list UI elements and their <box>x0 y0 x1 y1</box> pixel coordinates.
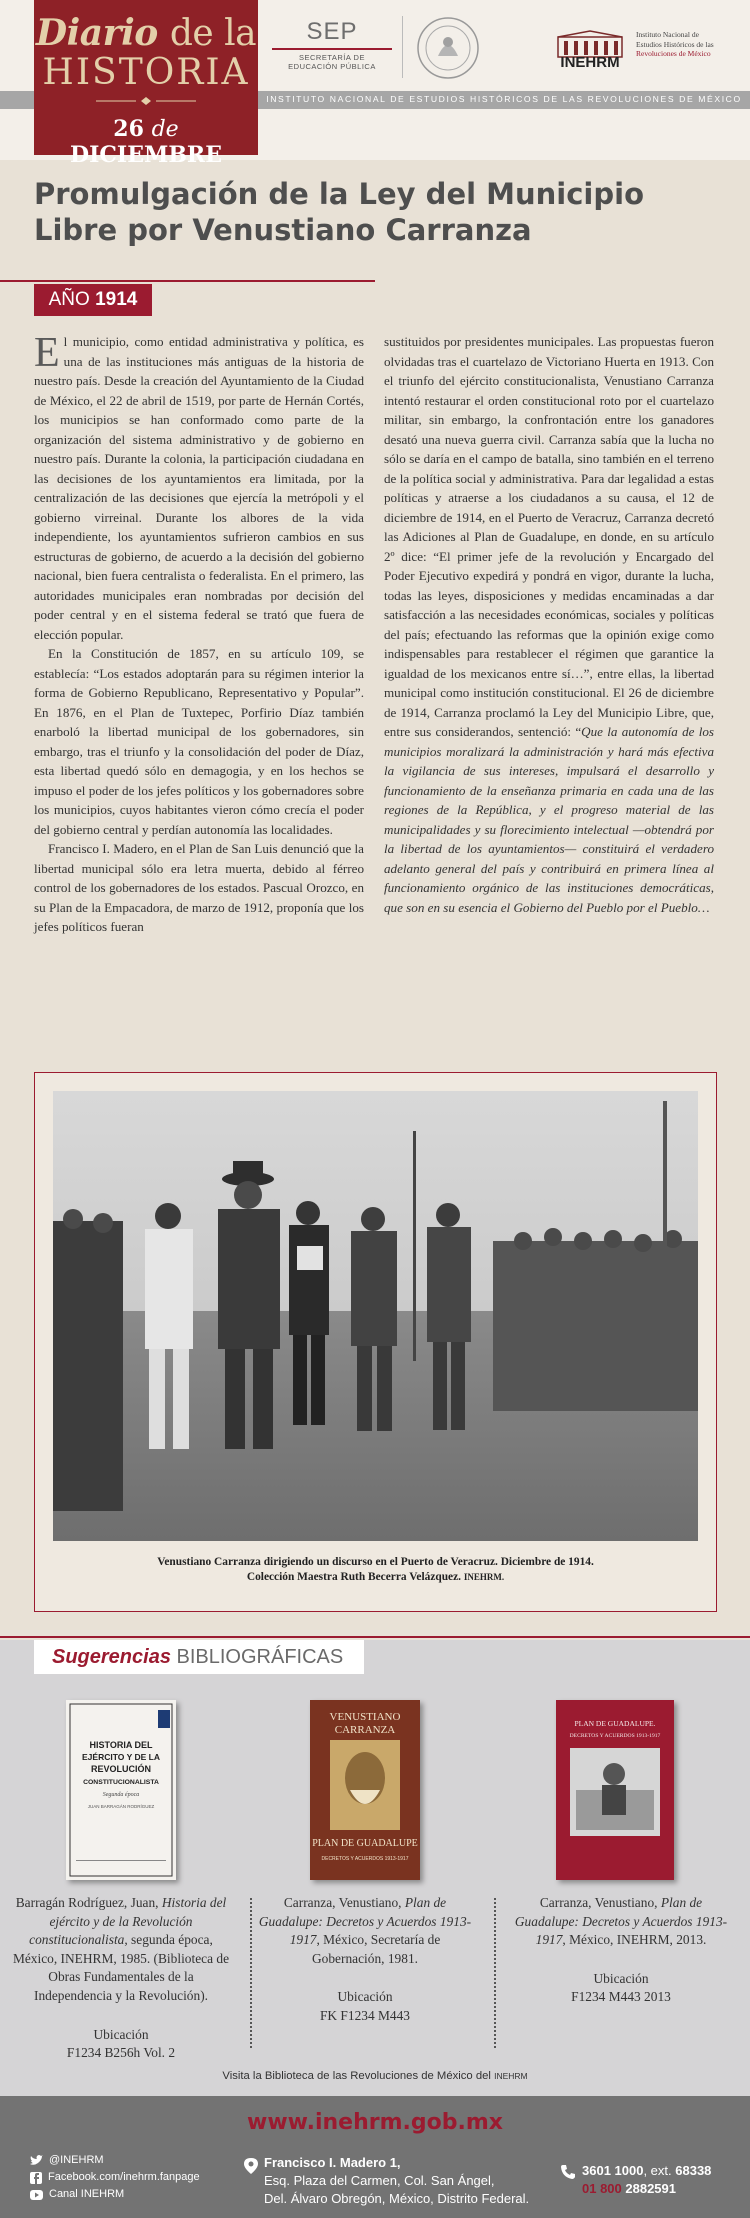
logo-divider <box>402 16 403 78</box>
call-number: FK F1234 M443 <box>319 2007 411 2023</box>
book-reference-3: Carranza, Venustiano, Plan de Guadalupe: Decretos y Acuerdos 1913-1917, México, INEHRM, 2013. Ubicación F1234 M443 2013 <box>514 1895 728 2005</box>
paragraph: Francisco I. Madero, en el Plan de San Luis denunció que la libertad municipal sólo era letra muerta, debido al férreo control de los gobernadores de los estados. Pascual Orozco, en su Plan de la Empacadora, de marzo de 1912, proponía que los jefes políticos fueran <box>34 841 364 934</box>
ornament-icon <box>96 96 196 106</box>
book-reference-1: Barragán Rodríguez, Juan, Historia del ejército y de la Revolución constitucionalista, segunda época, México, INEHRM, 1985. (Biblioteca de Obras Fundamentales de la Independencia y la Revolución). Ubicación F1234 B256h Vol. 2 <box>12 1895 230 2061</box>
book1-cover-sub: Segunda época <box>102 1792 140 1798</box>
logo-de-la: de la <box>169 13 257 54</box>
historic-photo[interactable] <box>53 1091 698 1541</box>
sep-subtitle-2: EDUCACIÓN PÚBLICA <box>288 62 376 71</box>
location-pin-icon <box>244 2158 258 2174</box>
logo-historia-word: HISTORIA <box>42 52 250 93</box>
sep-title: SEP <box>306 18 358 45</box>
photo-frame <box>34 1072 717 1612</box>
drop-cap: E <box>34 330 60 376</box>
book2-cover-sub: PLAN DE GUADALUPE <box>312 1838 418 1849</box>
sep-logo[interactable] <box>272 18 392 76</box>
inehrm-fullname: Instituto Nacional de Estudios Históricos de las Revoluciones de México <box>636 30 714 58</box>
facebook-icon <box>30 2172 42 2184</box>
social-facebook-link[interactable]: Facebook.com/inehrm.fanpage <box>30 2169 240 2186</box>
article-title: Promulgación de la Ley del Municipio Libre por Venustiano Carranza <box>34 177 644 247</box>
social-twitter-link[interactable]: @INEHRM <box>30 2152 240 2169</box>
institute-band-text: INSTITUTO NACIONAL DE ESTUDIOS HISTÓRICOS DE LAS REVOLUCIONES DE MÉXICO <box>266 94 742 104</box>
inehrm-acronym: INEHRM <box>560 54 620 71</box>
book-cover-art <box>310 1700 420 1880</box>
postal-address: Francisco I. Madero 1, Esq. Plaza del Carmen, Col. San Ángel, Del. Álvaro Obregón, México, Distrito Federal. <box>244 2154 544 2208</box>
phone-main[interactable]: 3601 1000, ext. 68338 <box>582 2163 712 2178</box>
logo-date: 26 de DICIEMBRE <box>70 116 222 168</box>
year-badge: AÑO 1914 <box>34 284 152 316</box>
sep-divider <box>272 48 392 50</box>
sep-subtitle-1: SECRETARÍA DE <box>299 53 365 62</box>
book-cover-3[interactable] <box>556 1700 674 1880</box>
call-number: F1234 B256h Vol. 2 <box>66 2045 176 2061</box>
book1-cover-line2: EJÉRCITO Y DE LA <box>82 1752 160 1762</box>
library-visit-note: Visita la Biblioteca de las Revoluciones de México del INEHRM <box>222 2070 528 2082</box>
page-header <box>0 0 750 168</box>
book1-cover-line3: REVOLUCIÓN <box>90 1764 152 1774</box>
book3-cover-line2: DECRETOS Y ACUERDOS 1913-1917 <box>569 1733 661 1739</box>
website-link[interactable]: www.inehrm.gob.mx <box>247 2110 503 2135</box>
book-reference-2: Carranza, Venustiano, Plan de Guadalupe: Decretos y Acuerdos 1913-1917, México, Secretaría de Gobernación, 1981. Ubicación FK F1234 M443 <box>258 1895 472 2023</box>
inehrm-logo[interactable] <box>550 24 740 71</box>
header-band-left <box>0 91 34 109</box>
book1-cover-author: JUAN BARRAGÁN RODRÍGUEZ <box>87 1804 155 1809</box>
book2-cover-line2: CARRANZA <box>334 1724 396 1736</box>
book1-cover-line4: CONSTITUCIONALISTA <box>83 1779 159 1786</box>
youtube-icon <box>30 2189 43 2201</box>
social-youtube-link[interactable]: Canal INEHRM <box>30 2186 240 2203</box>
diario-historia-logo[interactable] <box>34 0 258 168</box>
page-footer <box>0 2096 750 2218</box>
book3-cover-line1: PLAN DE GUADALUPE. <box>574 1719 656 1728</box>
phone-numbers <box>560 2162 740 2198</box>
book-cover-2[interactable] <box>310 1700 420 1880</box>
book1-cover-line1: HISTORIA DEL <box>89 1740 153 1750</box>
suggestions-title: Sugerencias BIBLIOGRÁFICAS <box>34 1640 364 1674</box>
call-number: F1234 M443 2013 <box>571 1989 671 2005</box>
national-seal-icon <box>416 16 480 80</box>
book-cover-1[interactable] <box>66 1700 176 1880</box>
column-divider <box>494 1898 496 2048</box>
paragraph: sustituidos por presidentes municipales. Las propuestas fueron olvidadas tras el cuartelazo de Victoriano Huerta en 1913. Con el triunfo del ejército constitucionalista, Venustiano Carranza intentó restaurar el orden constitucional roto por el cuartelazo militar, sin embargo, la confrontación entre los ganadores desató una nueva guerra civil. Carranza sabía que la lucha no sólo se daría en el campo de batalla, sino también en el terreno de la política social y administrativa. Para dar legalidad a estas políticas y atraerse a los ciudadanos a su causa, el 12 de diciembre de 1914, en el Puerto de Veracruz, Carranza decretó las Adiciones al Plan de Guadalupe, en donde, en su artículo 2º dice: “El primer jefe de la revolución y Encargado del Poder Ejecutivo expedirá y pondrá en vigor, durante la lucha, todas las leyes, disposiciones y medidas encaminadas a dar satisfacción a las necesidades económicas, sociales y políticas del país; efectuando las reformas que la opinión exige como indispensables para restablecer el régimen que garantice la igualdad de los mexicanos entre sí…”, entre ellas, la libertad municipal como institución constitucional. El 26 de diciembre de 1914, Carranza proclamó la Ley del Municipio Libre, que, entre sus considerandos, sentenció: “Que la autonomía de los municipios moralizará la administración y hará más efectiva la vigilancia de sus intereses, impulsará el desarrollo y funcionamiento de la enseñanza primaria en cada una de las regiones de la República, y el progreso material de las municipalidades y su florecimiento intelectual —obtendrá por la libertad de los ayuntamientos— constituirá el verdadero adelanto general del país y contribuirá en primera línea al funcionamiento orgánico de las instituciones democráticas, que son en su esencia el Gobierno del Pueblo por el Pueblo… <box>384 334 715 915</box>
suggestions-rule <box>0 1636 750 1638</box>
photo-caption: Venustiano Carranza dirigiendo un discurso en el Puerto de Veracruz. Diciembre de 1914. Colección Maestra Ruth Becerra Velázquez. INEHRM. <box>157 1556 594 1583</box>
phone-icon <box>560 2164 576 2180</box>
book-cover-art <box>66 1700 176 1880</box>
book-cover-art <box>556 1700 674 1880</box>
paragraph: En la Constitución de 1857, en su artículo 109, se establecía: “Los estados adoptarán para su régimen interior la forma de Gobierno Republicano, Representativo y Popular”. En 1876, en el Plan de Tuxtepec, Porfirio Díaz también enarboló la libertad municipal de los gobernadores, sin embargo, tras el triunfo y la consolidación del poder de Díaz, esta libertad quedó sólo en demagogia, y en los hechos se impuso el poder de los jefes políticos y los gobernadores sobre los municipios, cuyos habitantes vieron cómo crecía el poder del gobierno central y perdían autonomía las localidades. <box>34 646 364 837</box>
article-column-right <box>384 332 714 917</box>
phone-toll-free[interactable]: 01 800 2882591 <box>582 2181 677 2196</box>
law-quote: Que la autonomía de los municipios moralizará la administración y hará más efectiva la vigilancia de sus intereses, impulsará el desarrollo y funcionamiento de la enseñanza primaria en cada una de las regiones de la República, y el progreso material de las municipalidades y su florecimiento intelectual —obtendrá por la libertad de los ayuntamientos— constituirá el verdadero adelanto general del país y contribuirá en primera línea al funcionamiento orgánico de las instituciones democráticas, que son en su esencia el Gobierno del Pueblo por el Pueblo… <box>384 724 715 915</box>
social-links <box>30 2152 240 2203</box>
article-column-left <box>34 332 364 937</box>
book2-cover-line1: VENUSTIANO <box>329 1711 401 1723</box>
twitter-icon <box>30 2155 43 2166</box>
logo-diario-word: Diario <box>35 12 158 54</box>
paragraph: El municipio, como entidad administrativa y política, es una de las instituciones más antiguas de la historia de nuestro país. Desde la creación del Ayuntamiento de la Ciudad de México, el 22 de abril de 1519, por parte de Hernán Cortés, los municipios se han conformado como parte de la organización del sistema administrativo y de gobierno en nuestro país. Durante la colonia, la participación ciudadana en las decisiones de los ayuntamientos era limitada, por la centralización de las decisiones que ejercía la metrópoli y el gobierno virreinal. Durante los albores de la vida independiente, los ayuntamientos sufrieron cambios en sus estructuras de gobierno, de acuerdo a la decisión del gobierno nacional, bien fuera centralista o federalista. En el primero, las autoridades municipales eran nombradas por decisión del poder central y en el sistema federal se trató que fuera de elección popular. <box>34 330 364 642</box>
book2-cover-author: DECRETOS Y ACUERDOS 1913-1917 <box>321 1856 409 1862</box>
year-rule <box>0 280 375 282</box>
